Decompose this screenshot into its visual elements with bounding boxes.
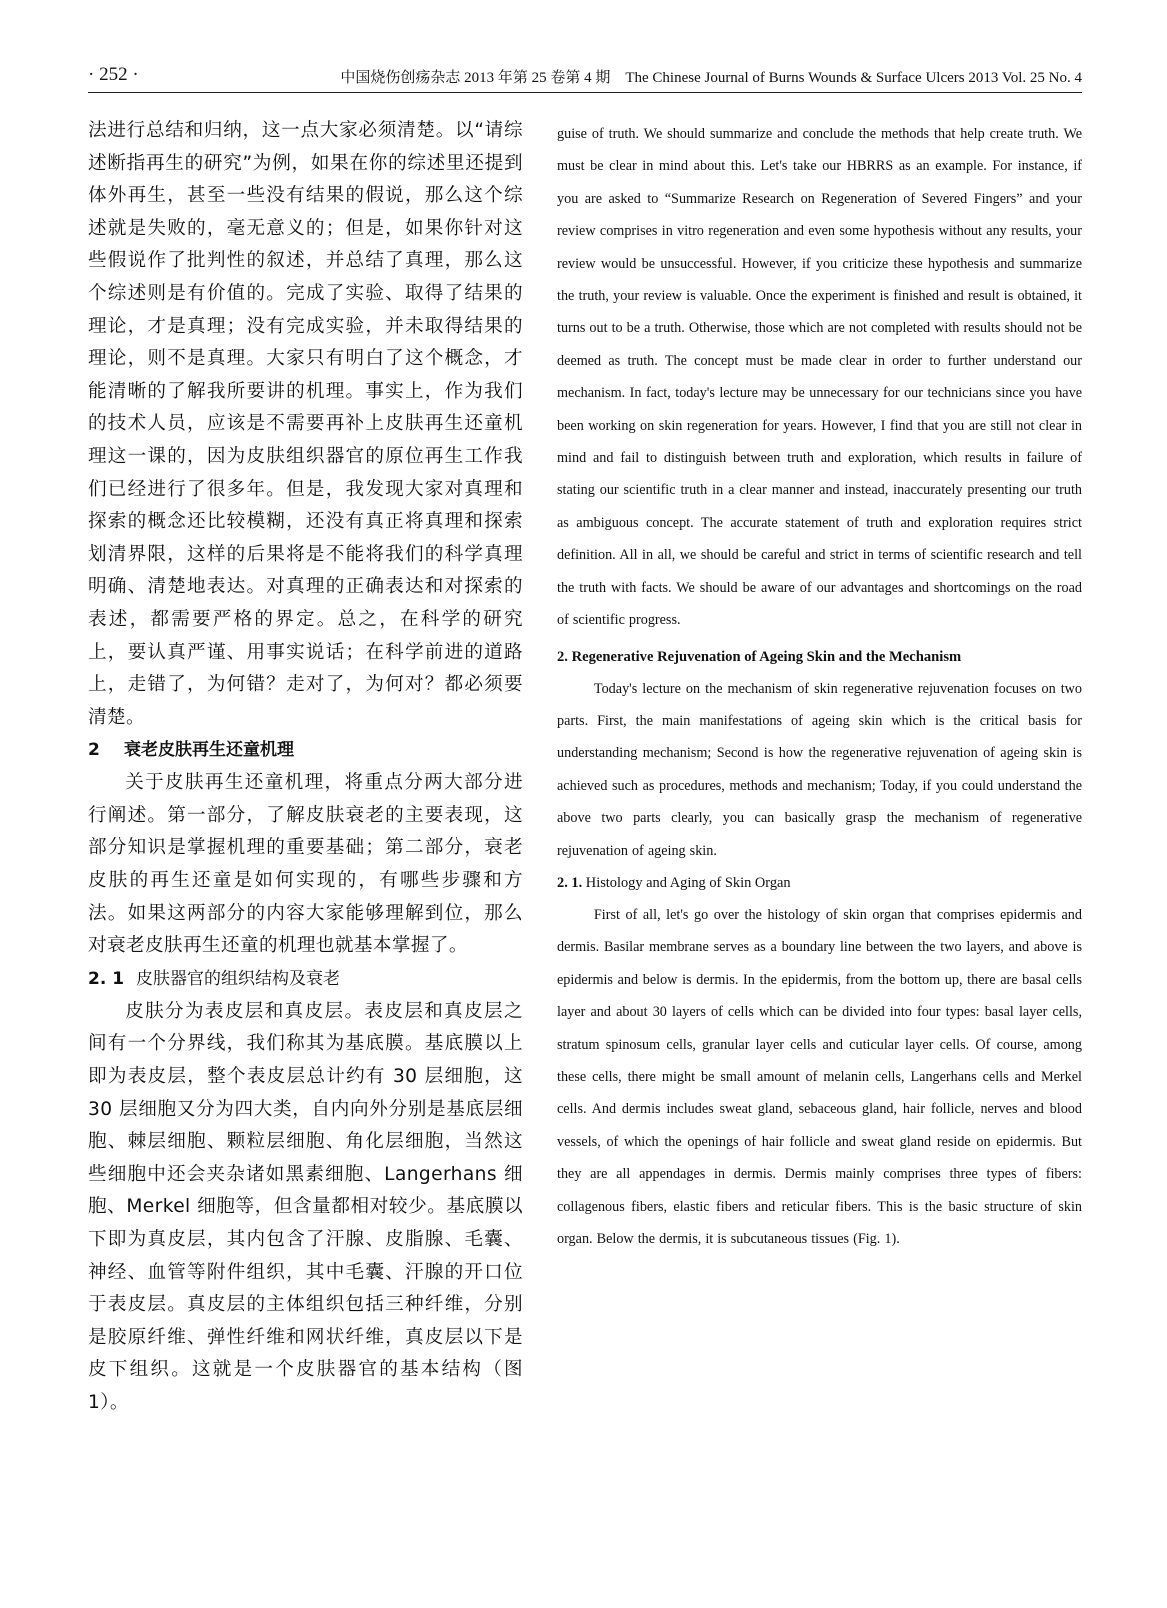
journal-title: 中国烧伤创疡杂志 2013 年第 25 卷第 4 期 The Chinese Journal of Burns Wounds & Surface Ulcers 2013 Vol. 25 No. 4 <box>340 70 1082 86</box>
page-number: · 252 · <box>88 64 139 85</box>
en-paragraph-3: First of all, let's go over the histology of skin organ that comprises epidermis and dermis. Basilar membrane serves as a boundary line between the two layers, and above is epidermis and below is dermis. In the epidermis, from the bottom up, there are basal cells layer and about 30 layers of cells which can be divided into four types: basal layer cells, stratum spinosum cells, granular layer cells and cuticular layer cells. Of course, among these cells, there might be small amount of melanin cells, Langerhans cells and Merkel cells. And dermis includes sweat gland, sebaceous gland, hair follicle, nerves and blood vessels, of which the openings of hair follicle and sweat gland reside on epidermis. But they are all appendages in dermis. Dermis mainly comprises three types of fibers: collagenous fibers, elastic fibers and reticular fibers. This is the basic structure of skin organ. Below the dermis, it is subcutaneous tissues (Fig. 1). <box>557 906 1082 1247</box>
cn-section-title-2: 衰老皮肤再生还童机理 <box>124 740 294 761</box>
en-section-heading-2: 2. Regenerative Rejuvenation of Ageing Skin and the Mechanism <box>557 648 962 665</box>
english-column <box>557 118 1082 1255</box>
cn-subsection-number-2-1: 2. 1 <box>88 968 125 989</box>
en-subsection-number-2-1: 2. 1. <box>557 874 583 891</box>
chinese-column <box>88 115 523 1420</box>
en-paragraph-2: Today's lecture on the mechanism of skin regenerative rejuvenation focuses on two parts. First, the main manifestations of ageing skin which is the critical basis for understanding mechanism; Second is how the regenerative rejuvenation of ageing skin is achieved such as procedures, methods and mechanism; Today, if you could understand the above two parts clearly, you can basically grasp the mechanism of regenerative rejuvenation of ageing skin. <box>557 680 1082 859</box>
cn-paragraph-3: 皮肤分为表皮层和真皮层。表皮层和真皮层之间有一个分界线，我们称其为基底膜。基底膜以上即为表皮层，整个表皮层总计约有 30 层细胞，这 30 层细胞又分为四大类，自内向外分别是基底层细胞、棘层细胞、颗粒层细胞、角化层细胞，当然这些细胞中还会夹杂诸如黑素细胞、Langerhans 细胞、Merkel 细胞等，但含量都相对较少。基底膜以下即为真皮层，其内包含了汗腺、皮脂腺、毛囊、神经、血管等附件组织，其中毛囊、汗腺的开口位于表皮层。真皮层的主体组织包括三种纤维，分别是胶原纤维、弹性纤维和网状纤维，真皮层以下是皮下组织。这就是一个皮肤器官的基本结构（图 1）。 <box>88 1000 523 1413</box>
cn-paragraph-1: 法进行总结和归纳，这一点大家必须清楚。以“请综述断指再生的研究”为例，如果在你的综述里还提到体外再生，甚至一些没有结果的假说，那么这个综述就是失败的，毫无意义的；但是，如果你针对这些假说作了批判性的叙述，并总结了真理，那么这个综述则是有价值的。完成了实验、取得了结果的理论，才是真理；没有完成实验，并未取得结果的理论，则不是真理。大家只有明白了这个概念，才能清晰的了解我所要讲的机理。事实上，作为我们的技术人员，应该是不需要再补上皮肤再生还童机理这一课的，因为皮肤组织器官的原位再生工作我们已经进行了很多年。但是，我发现大家对真理和探索的概念还比较模糊，还没有真正将真理和探索划清界限，这样的后果将是不能将我们的科学真理明确、清楚地表达。对真理的正确表达和对探索的表述，都需要严格的界定。总之，在科学的研究上，要认真严谨、用事实说话；在科学前进的道路上，走错了，为何错？走对了，为何对？都必须要清楚。 <box>88 120 523 728</box>
running-header <box>88 62 1082 93</box>
cn-paragraph-2: 关于皮肤再生还童机理，将重点分两大部分进行阐述。第一部分，了解皮肤衰老的主要表现，这部分知识是掌握机理的重要基础；第二部分，衰老皮肤的再生还童是如何实现的，有哪些步骤和方法。如果这两部分的内容大家能够理解到位，那么对衰老皮肤再生还童的机理也就基本掌握了。 <box>88 772 523 957</box>
en-subsection-heading-2-1 <box>557 867 1082 899</box>
en-paragraph-1: guise of truth. We should summarize and conclude the methods that help create truth. We must be clear in mind about this. Let's take our HBRRS as an example. For instance, if you are asked to “Summarize Research on Regeneration of Severed Fingers” and your review comprises in vitro regeneration and even some hypothesis without any results, your review would be unsuccessful. However, if you criticize these hypothesis and summarize the truth, your review is valuable. Once the experiment is finished and result is obtained, it turns out to be a truth. Otherwise, those which are not completed with results should not be deemed as truth. The concept must be made clear in order to further understand our mechanism. In fact, today's lecture may be unnecessary for our technicians since you have been working on skin regeneration for years. However, I find that you are still not clear in mind and fail to distinguish between truth and exploration, which results in failure of stating our scientific truth in a clear manner and instead, inaccurately presenting our truth as ambiguous concept. The accurate statement of truth and exploration requires strict definition. All in all, we should be careful and strict in terms of scientific research and tell the truth with facts. We should be aware of our advantages and shortcomings on the road of scientific progress. <box>557 126 1082 629</box>
en-subsection-title-2-1: Histology and Aging of Skin Organ <box>585 874 791 891</box>
cn-section-heading-2 <box>88 734 523 767</box>
cn-subsection-heading-2-1 <box>88 963 523 996</box>
cn-section-number-2: 2 <box>88 740 100 761</box>
cn-subsection-title-2-1: 皮肤器官的组织结构及衰老 <box>136 968 340 989</box>
